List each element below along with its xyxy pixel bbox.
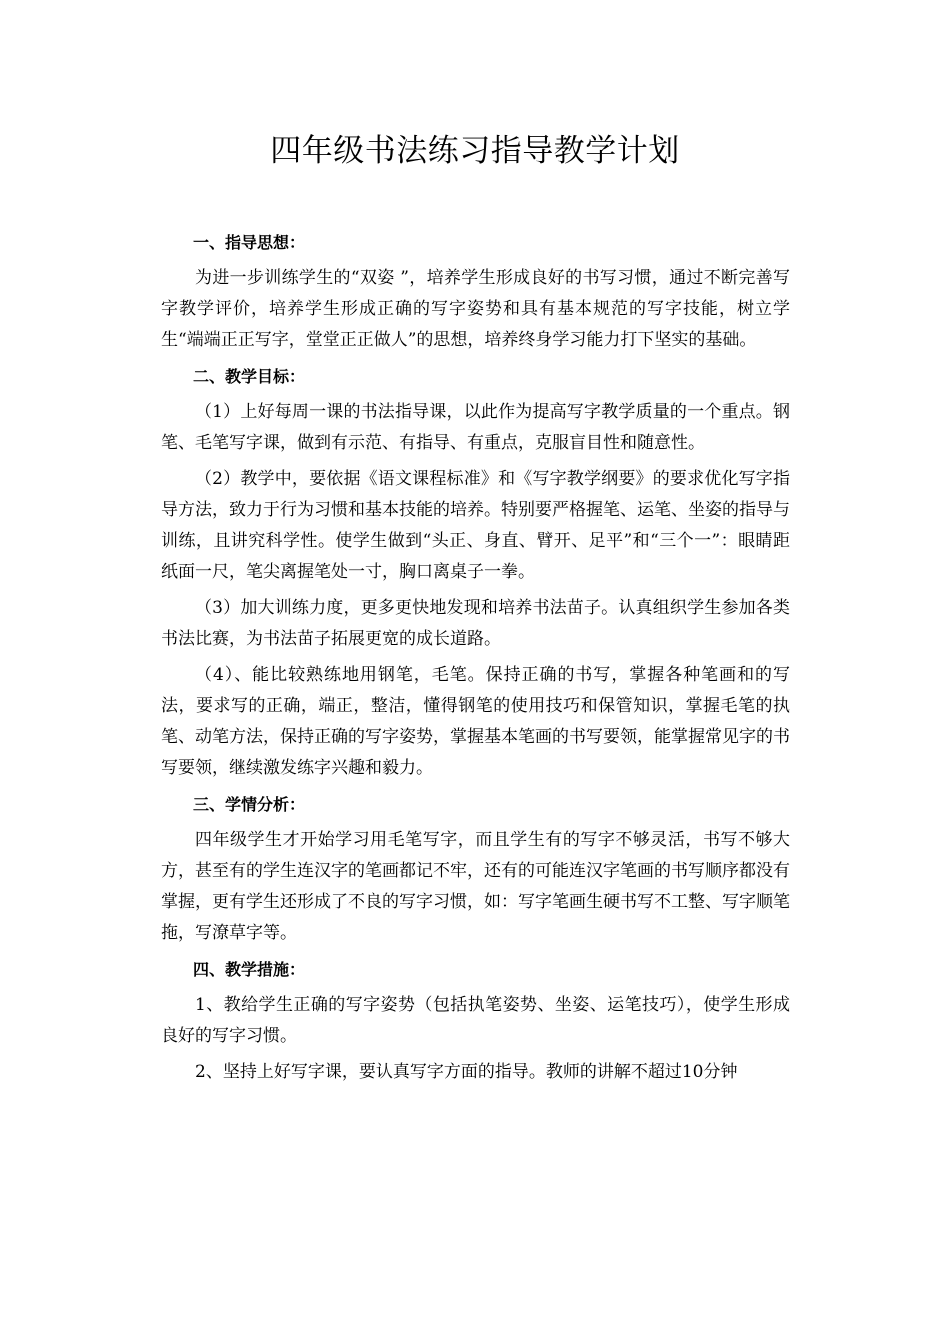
paragraph: （1）上好每周一课的书法指导课，以此作为提高写字教学质量的一个重点。钢笔、毛笔写字课，做到有示范、有指导、有重点，克服盲目性和随意性。 <box>161 402 790 453</box>
section-heading-student-analysis: 三、学情分析： <box>193 795 306 814</box>
paragraph: 1、教给学生正确的写字姿势（包括执笔姿势、坐姿、运笔技巧），使学生形成良好的写字习惯。 <box>161 995 790 1046</box>
paragraph: 2、坚持上好写字课，要认真写字方面的指导。教师的讲解不超过10分钟 <box>195 1062 738 1082</box>
paragraph: （2）教学中，要依据《语文课程标准》和《写字教学纲要》的要求优化写字指导方法，致力于行为习惯和基本技能的培养。特别要严格握笔、运笔、坐姿的指导与训练，且讲究科学性。使学生做到“头正、身直、臂开、足平”和“三个一”：眼睛距纸面一尺，笔尖离握笔处一寸，胸口离桌子一拳。 <box>161 469 790 582</box>
paragraph: 四年级学生才开始学习用毛笔写字，而且学生有的写字不够灵活，书写不够大方，甚至有的学生连汉字的笔画都记不牢，还有的可能连汉字笔画的书写顺序都没有掌握，更有学生还形成了不良的写字习惯，如：写字笔画生硬书写不工整、写字顺笔拖，写潦草字等。 <box>161 830 790 943</box>
paragraph: 为进一步训练学生的“双姿 ”，培养学生形成良好的书写习惯，通过不断完善写字教学评价，培养学生形成正确的写字姿势和具有基本规范的写字技能，树立学生“端端正正写字，堂堂正正做人”的思想，培养终身学习能力打下坚实的基础。 <box>161 268 790 350</box>
document-body <box>161 227 790 1093</box>
section-heading-teaching-goals: 二、教学目标： <box>193 367 306 386</box>
page-title: 四年级书法练习指导教学计划 <box>270 133 680 169</box>
section-heading-guiding-ideology: 一、指导思想： <box>193 233 306 252</box>
section-heading-teaching-measures: 四、教学措施： <box>193 960 306 979</box>
paragraph: （3）加大训练力度，更多更快地发现和培养书法苗子。认真组织学生参加各类书法比赛，为书法苗子拓展更宽的成长道路。 <box>161 598 790 649</box>
paragraph: （4）、能比较熟练地用钢笔，毛笔。保持正确的书写，掌握各种笔画和的写法，要求写的正确，端正，整洁，懂得钢笔的使用技巧和保管知识，掌握毛笔的执笔、动笔方法，保持正确的写字姿势，掌握基本笔画的书写要领，能掌握常见字的书写要领，继续激发练字兴趣和毅力。 <box>161 665 790 778</box>
